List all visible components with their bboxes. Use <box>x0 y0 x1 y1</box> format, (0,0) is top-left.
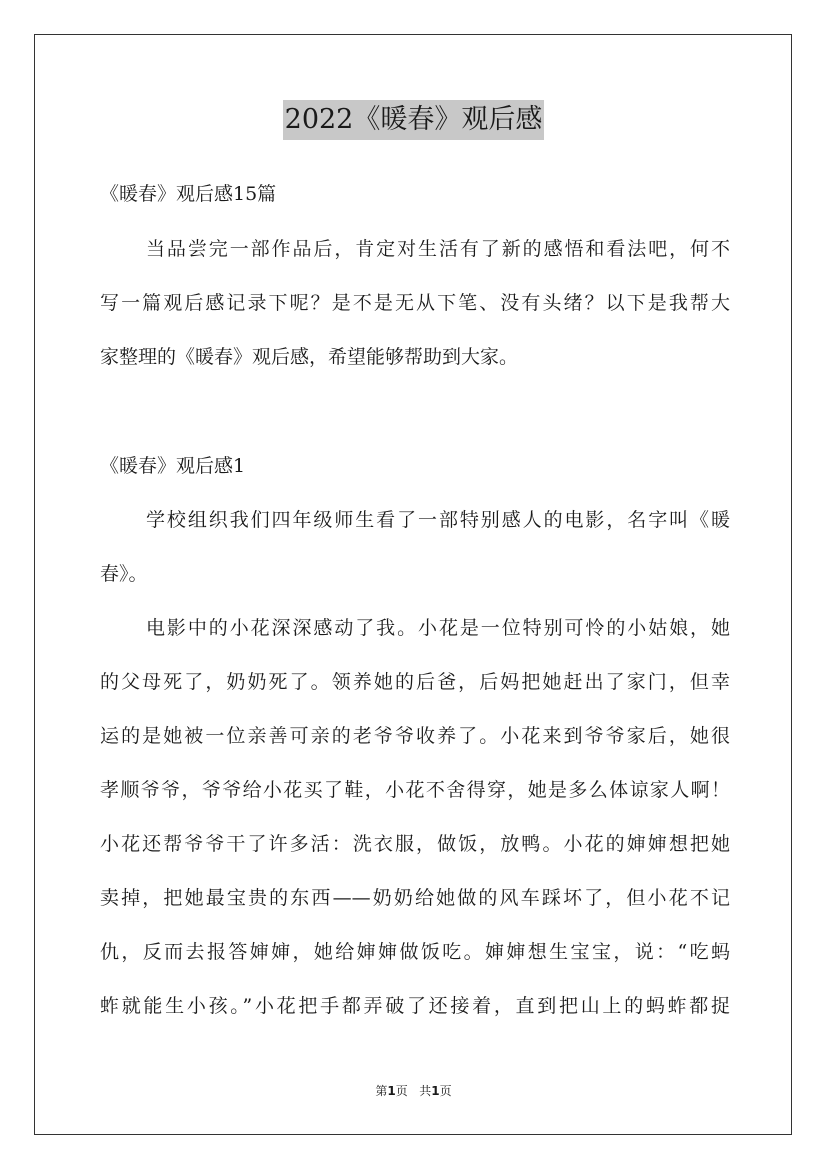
page-footer <box>0 1083 827 1099</box>
para2-line: 仇，反而去报答婶婶，她给婶婶做饭吃。婶婶想生宝宝，说：“吃蚂 <box>100 941 730 963</box>
para2-line: 孝顺爷爷，爷爷给小花买了鞋，小花不舍得穿，她是多么体谅家人啊！ <box>100 779 730 801</box>
intro-line: 家整理的《暖春》观后感，希望能够帮助到大家。 <box>100 346 519 368</box>
total-suffix: 页 <box>439 1084 452 1098</box>
page-prefix: 第 <box>375 1084 388 1098</box>
intro-line: 当品尝完一部作品后，肯定对生活有了新的感悟和看法吧，何不 <box>146 238 730 260</box>
para1-line: 学校组织我们四年级师生看了一部特别感人的电影，名字叫《暖 <box>146 509 730 531</box>
para2-line: 卖掉，把她最宝贵的东西——奶奶给她做的风车踩坏了，但小花不记 <box>100 887 730 909</box>
page-current: 1 <box>387 1084 396 1098</box>
section-heading: 《暖春》观后感1 <box>100 455 246 477</box>
para2-line: 小花还帮爷爷干了许多活：洗衣服，做饭，放鸭。小花的婶婶想把她 <box>100 833 730 855</box>
page-total: 1 <box>431 1084 440 1098</box>
title-container <box>0 100 827 140</box>
para2-line: 电影中的小花深深感动了我。小花是一位特别可怜的小姑娘，她 <box>146 617 730 639</box>
total-prefix: 共 <box>419 1084 432 1098</box>
para2-line: 运的是她被一位亲善可亲的老爷爷收养了。小花来到爷爷家后，她很 <box>100 725 730 747</box>
page-suffix: 页 <box>395 1084 408 1098</box>
document-title: 2022《暖春》观后感 <box>283 100 545 140</box>
subtitle: 《暖春》观后感15篇 <box>100 183 277 205</box>
para2-line: 的父母死了，奶奶死了。领养她的后爸，后妈把她赶出了家门，但幸 <box>100 671 730 693</box>
intro-line: 写一篇观后感记录下呢？是不是无从下笔、没有头绪？以下是我帮大 <box>100 292 730 314</box>
para1-line: 春》。 <box>100 563 148 585</box>
para2-line: 蚱就能生小孩。”小花把手都弄破了还接着，直到把山上的蚂蚱都捉 <box>100 995 730 1017</box>
